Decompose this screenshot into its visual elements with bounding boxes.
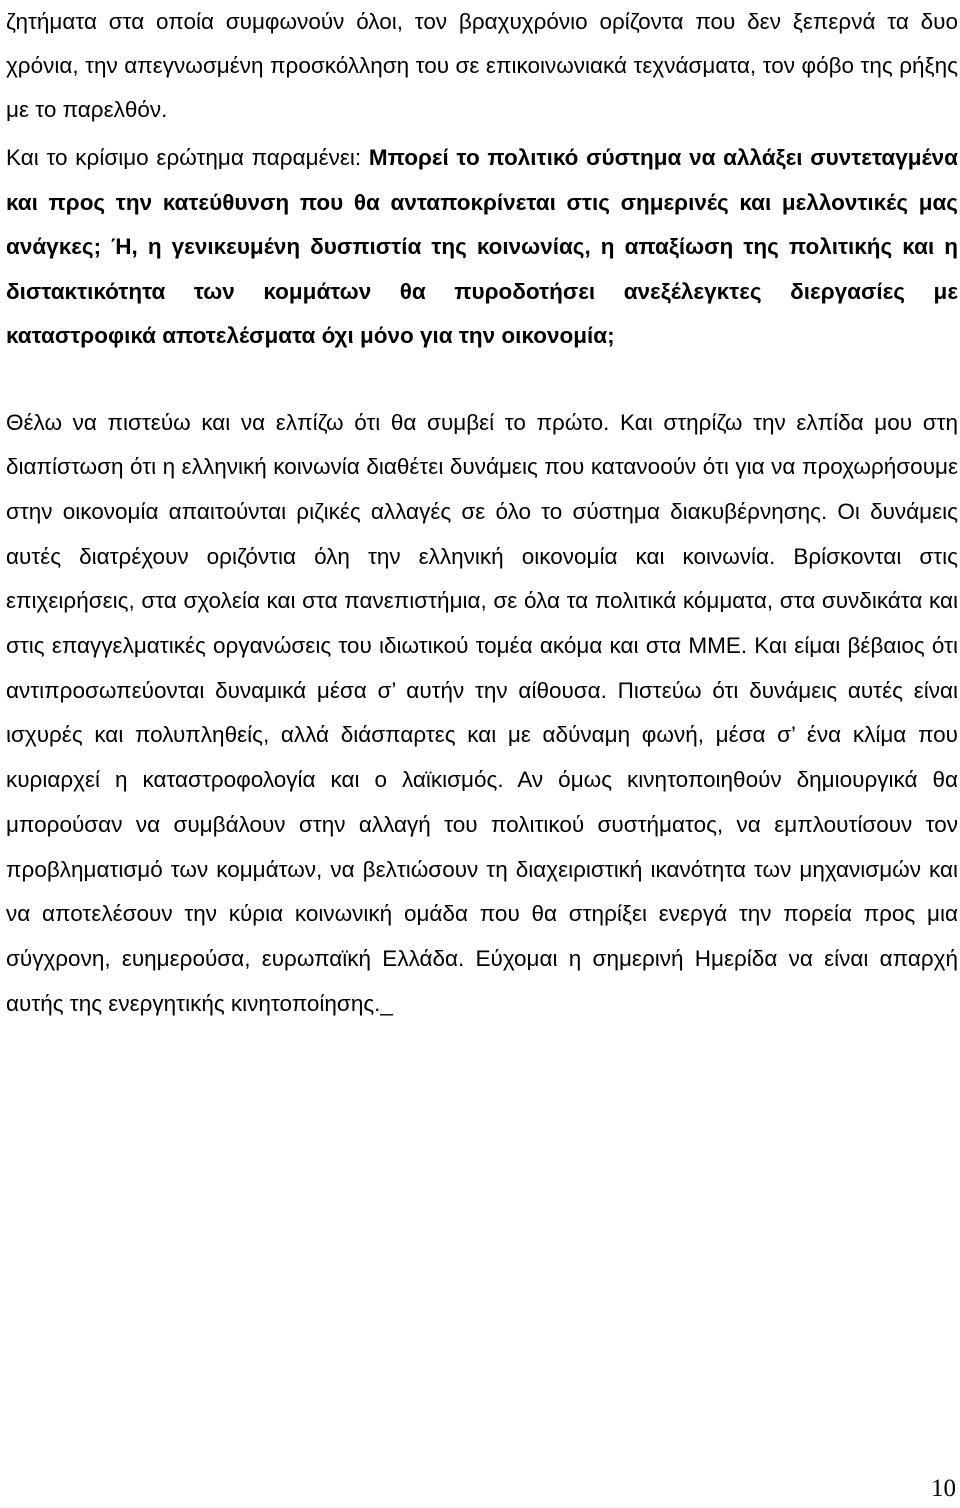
question-paragraph (6, 136, 958, 359)
bold-question-text: Μπορεί το πολιτικό σύστημα να αλλάξει συντεταγμένα και προς την κατεύθυνση που θα ανταποκρίνεται στις σημερινές και μελλοντικές μας ανάγκες; Ή, η γενικευμένη δυσπιστία της κοινωνίας, η απαξίωση της πολιτικής και η διστακτικότητα των κομμάτων θα πυροδοτήσει ανεξέλεγκτες διεργασίες με καταστροφικά αποτελέσματα όχι μόνο για την οικονομία; (6, 145, 958, 348)
closing-paragraph: Θέλω να πιστεύω και να ελπίζω ότι θα συμβεί το πρώτο. Και στηρίζω την ελπίδα μου στη διαπίστωση ότι η ελληνική κοινωνία διαθέτει δυνάμεις που κατανοούν ότι για να προχωρήσουμε στην οικονομία απαιτούνται ριζικές αλλαγές σε όλο το σύστημα διακυβέρνησης. Οι δυνάμεις αυτές διατρέχουν οριζόντια όλη την ελληνική οικονομία και κοινωνία. Βρίσκονται στις επιχειρήσεις, στα σχολεία και στα πανεπιστήμια, σε όλα τα πολιτικά κόμματα, στα συνδικάτα και στις επαγγελματικές οργανώσεις του ιδιωτικού τομέα ακόμα και στα ΜΜΕ. Και είμαι βέβαιος ότι αντιπροσωπεύονται δυναμικά μέσα σ’ αυτήν την αίθουσα. Πιστεύω ότι δυνάμεις αυτές είναι ισχυρές και πολυπληθείς, αλλά διάσπαρτες και με αδύναμη φωνή, μέσα σ’ ένα κλίμα που κυριαρχεί η καταστροφολογία και ο λαϊκισμός. Αν όμως κινητοποιηθούν δημιουργικά θα μπορούσαν να συμβάλουν στην αλλαγή του πολιτικού συστήματος, να εμπλουτίσουν τον προβληματισμό των κομμάτων, να βελτιώσουν τη διαχειριστική ικανότητα των μηχανισμών και να αποτελέσουν την κύρια κοινωνική ομάδα που θα στηρίξει ενεργά την πορεία προς μια σύγχρονη, ευημερούσα, ευρωπαϊκή Ελλάδα. Εύχομαι η σημερινή Ημερίδα να είναι απαρχή αυτής της ενεργητικής κινητοποίησης._ (6, 409, 958, 1016)
document-page (6, 0, 958, 1026)
intro-paragraph: ζητήματα στα οποία συμφωνούν όλοι, τον βραχυχρόνιο ορίζοντα που δεν ξεπερνά τα δυο χρόνια, την απεγνωσμένη προσκόλληση του σε επικοινωνιακά τεχνάσματα, τον φόβο της ρήξης με το παρελθόν. (6, 9, 958, 122)
page-number: 10 (931, 1475, 956, 1502)
question-lead-text: Και το κρίσιμο ερώτημα παραμένει: (6, 145, 369, 170)
